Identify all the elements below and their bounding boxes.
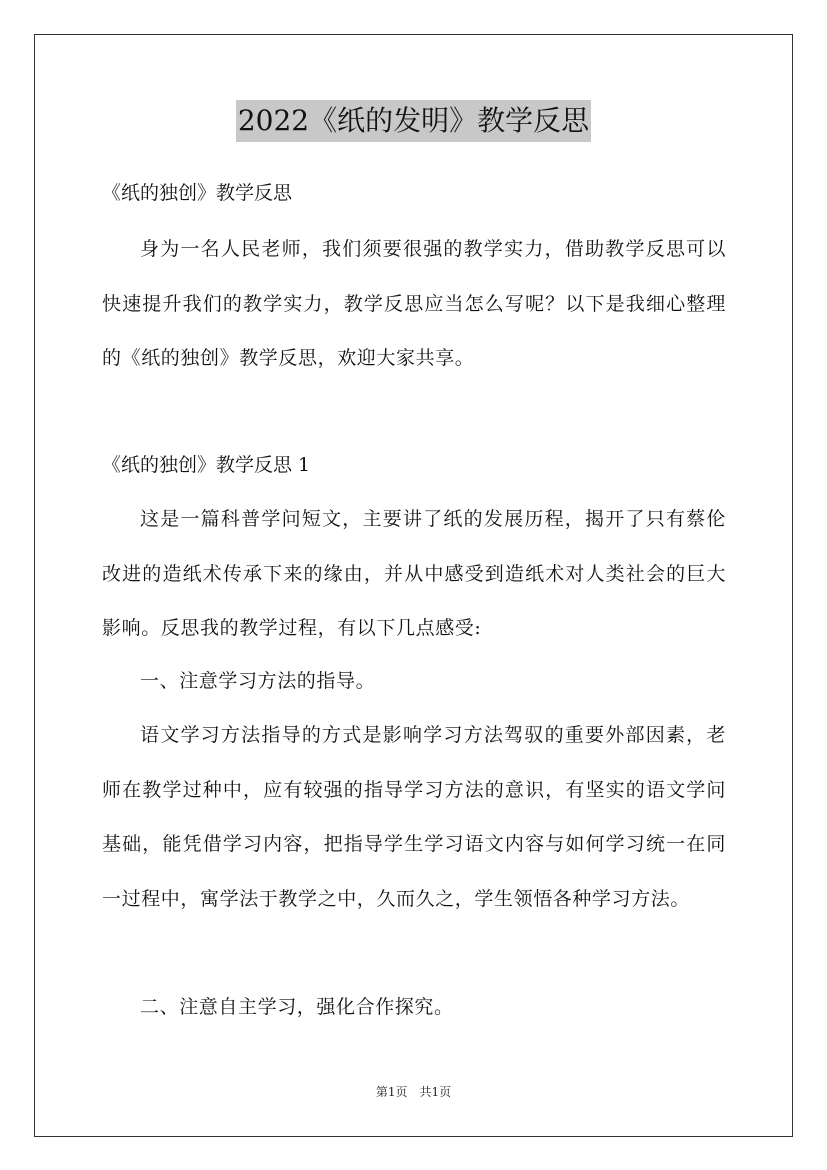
page-number-footer: 第1页 共1页 bbox=[375, 1085, 452, 1099]
document-title: 2022《纸的发明》教学反思 bbox=[236, 100, 591, 142]
body-paragraph: 一、注意学习方法的指导。 bbox=[140, 670, 376, 692]
body-paragraph: 语文学习方法指导的方式是影响学习方法驾驭的重要外部因素，老师在教学过种中，应有较强的指导学习方法的意识，有坚实的语文学问基础，能凭借学习内容，把指导学生学习语文内容与如何学习统一在同一过程中，寓学法于教学之中，久而久之，学生领悟各种学习方法。 bbox=[102, 724, 726, 910]
body-paragraph: 二、注意自主学习，强化合作探究。 bbox=[140, 996, 454, 1018]
title-container bbox=[0, 100, 827, 142]
document-subtitle: 《纸的独创》教学反思 bbox=[102, 182, 293, 204]
body-paragraph: 这是一篇科普学问短文，主要讲了纸的发展历程，揭开了只有蔡伦改进的造纸术传承下来的缘由，并从中感受到造纸术对人类社会的巨大影响。反思我的教学过程，有以下几点感受: bbox=[102, 508, 726, 639]
intro-paragraph: 身为一名人民老师，我们须要很强的教学实力，借助教学反思可以快速提升我们的教学实力，教学反思应当怎么写呢？以下是我细心整理的《纸的独创》教学反思，欢迎大家共享。 bbox=[102, 238, 726, 369]
section-heading: 《纸的独创》教学反思 1 bbox=[102, 454, 311, 476]
